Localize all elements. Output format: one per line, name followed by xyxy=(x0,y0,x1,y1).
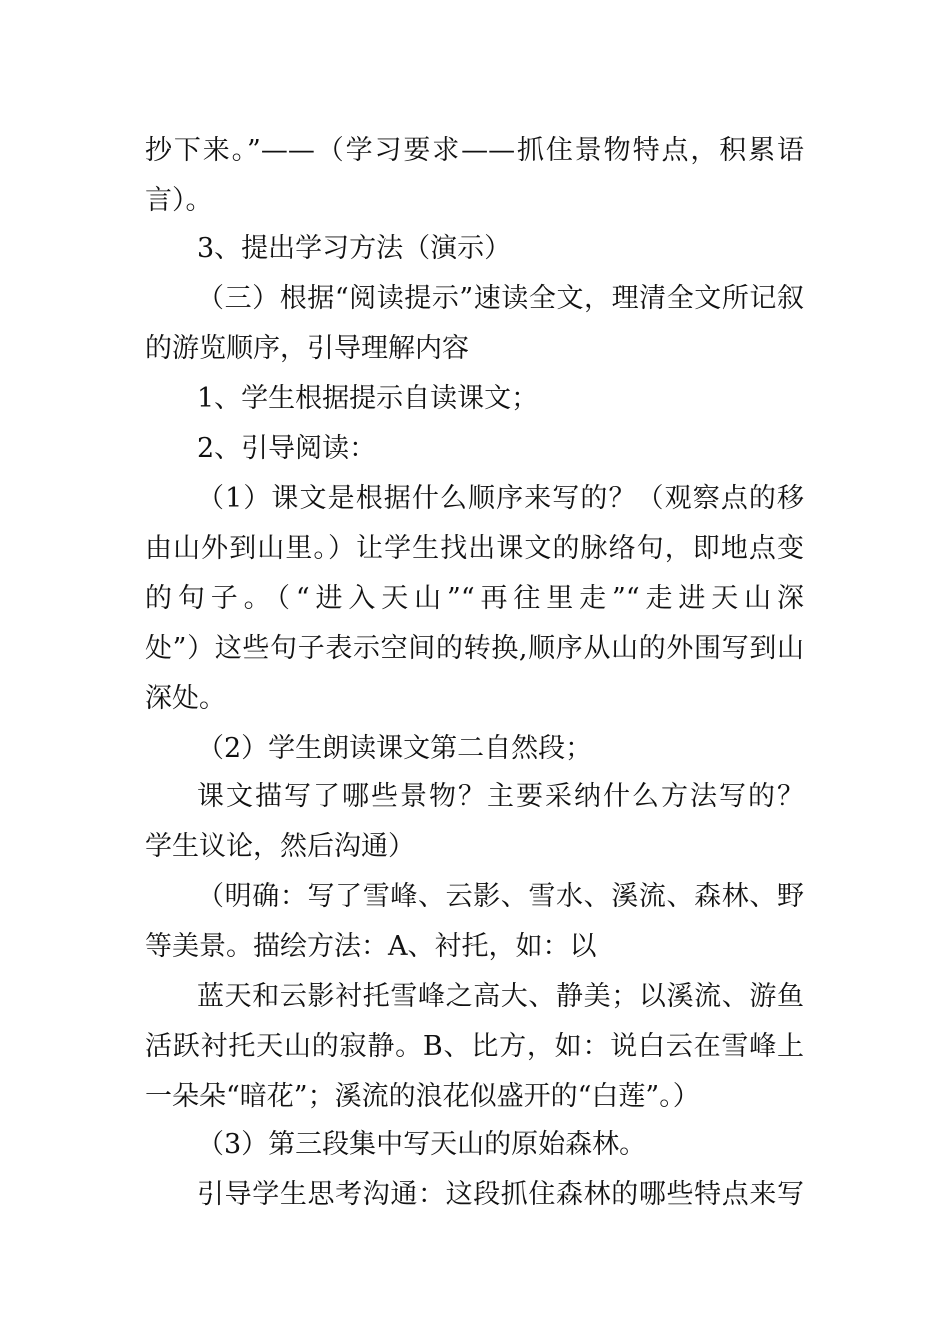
text-line-7: 2、引导阅读： xyxy=(197,433,377,464)
text-line-15: 学生议论，然后沟通） xyxy=(145,831,415,862)
text-line-8: （1）课文是根据什么顺序来写的？（观察点的移 xyxy=(197,483,804,514)
text-line-5: 的游览顺序，引导理解内容 xyxy=(145,333,469,364)
text-line-2: 言）。 xyxy=(145,185,213,216)
text-line-11: 处”）这些句子表示空间的转换,顺序从山的外围写到山 xyxy=(145,633,804,664)
text-line-20: 一朵朵“暗花”；溪流的浪花似盛开的“白莲”。） xyxy=(145,1081,700,1112)
text-line-16: （明确：写了雪峰、云影、雪水、溪流、森林、野 xyxy=(197,881,804,912)
text-line-12: 深处。 xyxy=(145,683,226,714)
text-line-10: 的句子。（“进入天山”“再往里走”“走进天山深 xyxy=(145,583,804,614)
text-line-17: 等美景。描绘方法：A、衬托，如：以 xyxy=(145,931,597,962)
text-line-6: 1、学生根据提示自读课文； xyxy=(197,383,539,414)
text-line-1: 抄下来。”——（学习要求——抓住景物特点，积累语 xyxy=(145,135,804,166)
text-line-18: 蓝天和云影衬托雪峰之高大、静美；以溪流、游鱼 xyxy=(197,981,804,1012)
text-line-14: 课文描写了哪些景物？主要采纳什么方法写的？ xyxy=(197,781,804,812)
text-line-9: 由山外到山里。）让学生找出课文的脉络句，即地点变 xyxy=(145,533,804,564)
text-line-13: （2）学生朗读课文第二自然段； xyxy=(197,733,593,764)
text-line-3: 3、提出学习方法（演示） xyxy=(197,233,512,264)
text-line-21: （3）第三段集中写天山的原始森林。 xyxy=(197,1129,647,1160)
text-line-22: 引导学生思考沟通：这段抓住森林的哪些特点来写 xyxy=(197,1179,804,1210)
text-line-19: 活跃衬托天山的寂静。B、比方，如：说白云在雪峰上 xyxy=(145,1031,804,1062)
text-line-4: （三）根据“阅读提示”速读全文，理清全文所记叙 xyxy=(197,283,804,314)
